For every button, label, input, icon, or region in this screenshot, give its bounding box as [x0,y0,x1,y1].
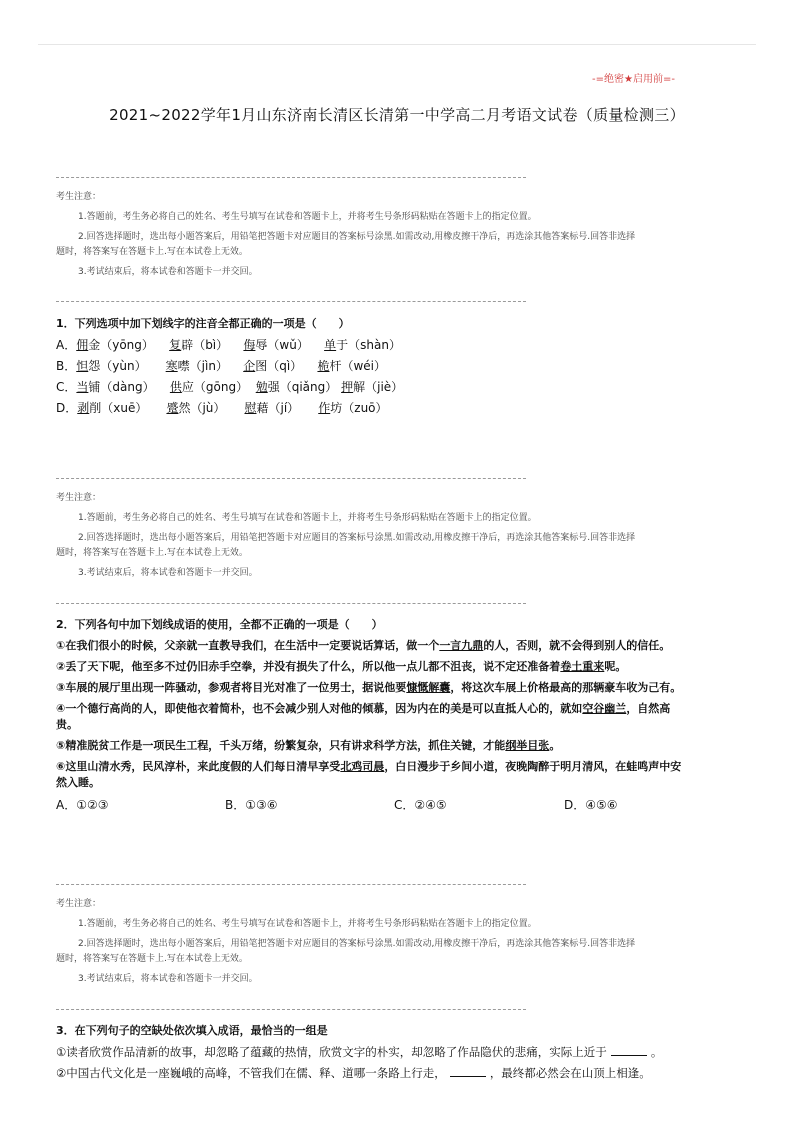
question-2 [56,617,756,812]
underlined-idiom: 卷土重来 [560,660,605,673]
answer-options [56,796,756,812]
divider [56,603,526,604]
pinyin-item: 图（qì） [255,359,303,373]
pinyin-item: 杆（wéi） [329,359,387,373]
answer-blank[interactable] [450,1065,486,1077]
question-1 [56,316,756,421]
notice-item: 3.考试结束后，将本试卷和答题卡一并交回。 [78,568,258,578]
sentence-2 [56,659,756,675]
underlined-char: 复 [169,338,182,352]
option-b[interactable] [56,358,756,374]
underlined-char: 剥 [77,401,90,415]
sentence-text: 。 [549,739,561,752]
pinyin-item: 铺（dàng） [88,380,155,394]
sentence-text: 呢。 [604,660,627,673]
sentence-text: ，自然高 [626,702,671,715]
option-label: A． [56,338,77,352]
pinyin-item: 怨（yùn） [88,359,147,373]
pinyin-item: 辱（wǔ） [255,338,309,352]
question-stem: 1．下列选项中加下划线字的注音全都正确的一项是（ ） [56,317,350,330]
underlined-idiom: 一言九鼎 [439,639,484,652]
pinyin-item: 藉（jí） [256,401,300,415]
notice-item: 1.答题前，考生务必将自己的姓名、考生号填写在试卷和答题卡上，并将考生号条形码粘贴在答题卡上的指定位置。 [78,919,537,929]
sentence-5 [56,738,756,754]
underlined-char: 侮 [243,338,256,352]
underlined-idiom: 慷慨解囊 [406,681,451,694]
page-top-rule [38,44,756,45]
sentence-text: ⑤精准脱贫工作是一项民生工程，千头万绪，纷繁复杂，只有讲求科学方法，抓住关键，才能 [56,739,506,752]
pinyin-item: 坊（zuō） [330,401,388,415]
notice-item-continued: 题时，将答案写在答题卡上.写在本试卷上无效。 [56,954,248,964]
pinyin-item: 解（jiè） [353,380,404,394]
divider [56,478,526,479]
sentence-2 [56,1065,756,1081]
candidate-notice [56,191,768,286]
sentence-3 [56,680,756,696]
candidate-notice [56,492,768,587]
underlined-char: 勉 [255,380,268,394]
notice-item: 2.回答选择题时，选出每小题答案后，用铅笔把答题卡对应题目的答案标号涂黑.如需改动,用橡皮擦干净后，再选涂其他答案标号.回答非选择 [78,939,636,949]
option-b[interactable]: B．①③⑥ [225,798,278,812]
underlined-char: 企 [243,359,256,373]
sentence-text: 的人，否则，就不会得到别人的信任。 [483,639,671,652]
pinyin-item: 应（gōng） [181,380,249,394]
sentence-1 [56,1044,756,1060]
underlined-char: 怛 [76,359,89,373]
divider [56,301,526,302]
divider [56,1009,526,1010]
divider [56,177,526,178]
notice-item: 2.回答选择题时，选出每小题答案后，用铅笔把答题卡对应题目的答案标号涂黑.如需改动,用橡皮擦干净后，再选涂其他答案标号.回答非选择 [78,232,636,242]
sentence-6 [56,759,756,775]
sentence-text: ②丢了天下呢，他至多不过仍旧赤手空拳，并没有损失了什么，所以他一点儿都不沮丧，说不定还准备着 [56,660,561,673]
sentence-text: ，最终都必然会在山顶上相逢。 [489,1066,651,1080]
underlined-idiom: 空谷幽兰 [582,702,627,715]
notice-item: 1.答题前，考生务必将自己的姓名、考生号填写在试卷和答题卡上，并将考生号条形码粘贴在答题卡上的指定位置。 [78,513,537,523]
pinyin-item: 辟（bì） [181,338,229,352]
pinyin-item: 削（xuē） [89,401,148,415]
option-c[interactable] [56,379,756,395]
underlined-char: 寒 [165,359,178,373]
underlined-char: 供 [169,380,182,394]
sentence-text: ①在我们很小的时候，父亲就一直教导我们，在生活中一定要说话算话，做一个 [56,639,440,652]
notice-heading: 考生注意： [56,899,102,909]
option-c[interactable]: C．②④⑤ [394,798,447,812]
notice-item: 2.回答选择题时，选出每小题答案后，用铅笔把答题卡对应题目的答案标号涂黑.如需改动,用橡皮擦干净后，再选涂其他答案标号.回答非选择 [78,533,636,543]
underlined-char: 蹙 [166,401,179,415]
notice-item-continued: 题时，将答案写在答题卡上.写在本试卷上无效。 [56,548,248,558]
underlined-char: 单 [324,338,337,352]
underlined-char: 桅 [317,359,330,373]
sentence-text: ⑥这里山清水秀，民风淳朴，来此度假的人们每日清早享受 [56,760,341,773]
exam-title: 2021~2022学年1月山东济南长清区长清第一中学高二月考语文试卷（质量检测三） [109,106,685,124]
underlined-char: 作 [318,401,331,415]
sentence-4 [56,701,756,717]
candidate-notice [56,898,768,993]
option-d[interactable] [56,400,756,416]
sentence-text: ①读者欣赏作品清新的故事，却忽略了蕴藏的热情，欣赏文字的朴实，却忽略了作品隐伏的悲痛，实际上近于 [56,1045,607,1059]
sentence-text: ③车展的展厅里出现一阵骚动，参观者将目光对准了一位男士，据说他要 [56,681,407,694]
question-3 [56,1023,756,1086]
notice-item: 1.答题前，考生务必将自己的姓名、考生号填写在试卷和答题卡上，并将考生号条形码粘贴在答题卡上的指定位置。 [78,212,537,222]
confidential-mark: -=绝密★启用前=- [592,74,675,85]
notice-heading: 考生注意： [56,493,102,503]
pinyin-item: 噤（jìn） [177,359,228,373]
option-d[interactable]: D．④⑤⑥ [564,798,618,812]
option-label: B． [56,359,77,373]
sentence-text: ，将这次车展上价格最高的那辆豪车收为己有。 [450,681,682,694]
underlined-char: 当 [76,380,89,394]
underlined-idiom: 纲举目张 [505,739,550,752]
notice-item-continued: 题时，将答案写在答题卡上.写在本试卷上无效。 [56,247,248,257]
sentence-text: ②中国古代文化是一座巍峨的高峰，不管我们在儒、释、道哪一条路上行走， [56,1066,446,1080]
sentence-1 [56,638,756,654]
question-stem: 2．下列各句中加下划线成语的使用，全都不正确的一项是（ ） [56,618,383,631]
sentence-text: ④一个德行高尚的人，即使他衣着简朴，也不会减少别人对他的倾慕，因为内在的美是可以直抵人心的，就如 [56,702,583,715]
answer-blank[interactable] [611,1044,647,1056]
option-label: C． [56,380,77,394]
sentence-text: 。 [650,1045,663,1059]
underlined-idiom: 北鸡司晨 [340,760,385,773]
pinyin-item: 强（qiǎng） [267,380,338,394]
notice-heading: 考生注意： [56,192,102,202]
underlined-char: 慰 [244,401,257,415]
underlined-char: 押 [341,380,354,394]
sentence-6-continued: 然入睡。 [56,776,100,789]
underlined-char: 佣 [76,338,89,352]
option-a[interactable] [56,337,756,353]
pinyin-item: 于（shàn） [336,338,401,352]
divider [56,884,526,885]
option-a[interactable]: A．①②③ [56,798,109,812]
notice-item: 3.考试结束后，将本试卷和答题卡一并交回。 [78,267,258,277]
question-stem: 3．在下列句子的空缺处依次填入成语，最恰当的一组是 [56,1024,328,1037]
sentence-4-continued: 贵。 [56,718,78,731]
option-label: D． [56,401,78,415]
notice-item: 3.考试结束后，将本试卷和答题卡一并交回。 [78,974,258,984]
pinyin-item: 然（jù） [178,401,226,415]
pinyin-item: 金（yōng） [88,338,154,352]
sentence-text: ，白日漫步于乡间小道，夜晚陶醉于明月清风，在蛙鸣声中安 [384,760,682,773]
